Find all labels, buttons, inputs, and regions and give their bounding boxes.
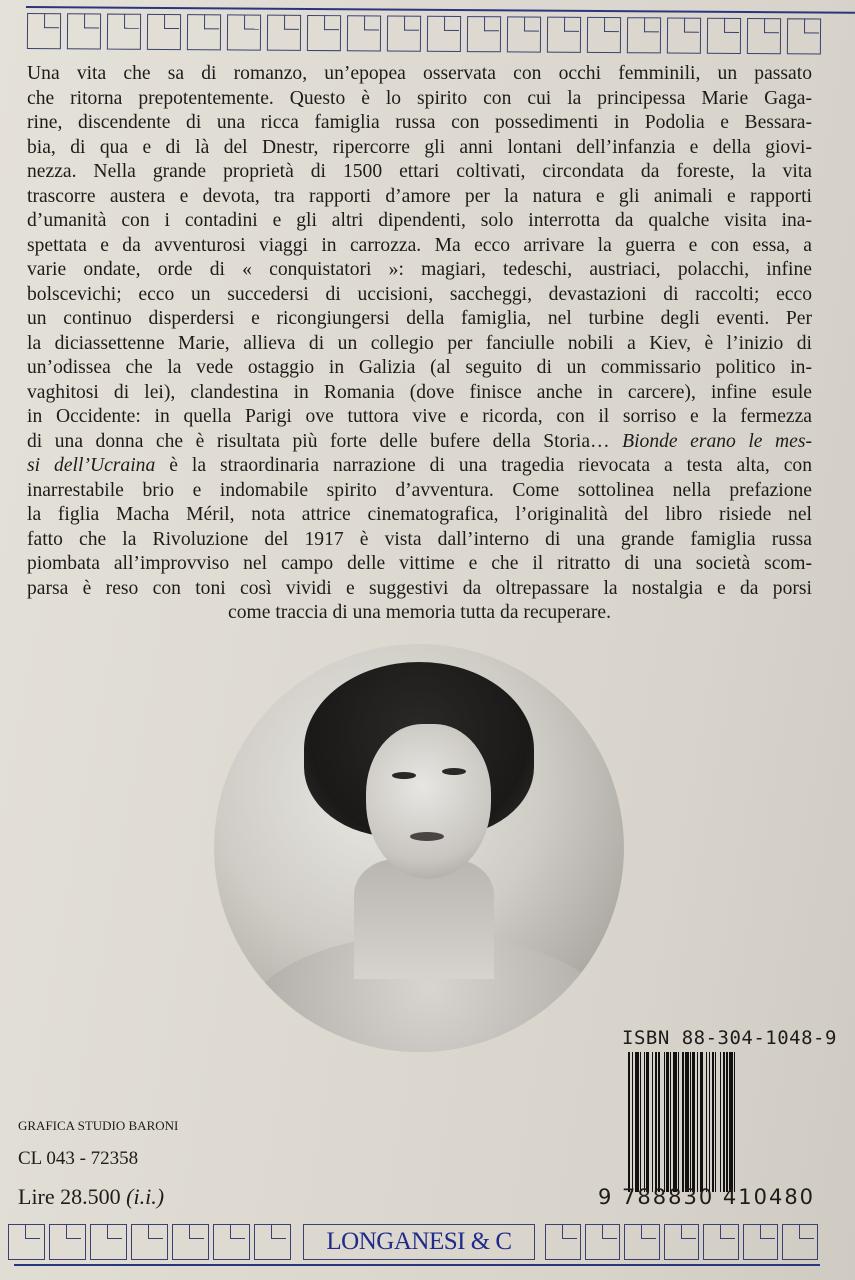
decorative-square	[49, 1224, 86, 1260]
blurb-line: d’umanità con i contadini e gli altri dipendenti, solo interrotta da qualche visita ina-	[27, 210, 812, 231]
isbn-label: ISBN 88-304-1048-9	[622, 1027, 837, 1049]
blurb-line: varie ondate, orde di « conquistatori »: magiari, tedeschi, austriaci, polacchi, infine	[27, 259, 812, 280]
decorative-square	[107, 14, 141, 50]
decorative-square	[585, 1224, 621, 1260]
catalog-code: CL 043 - 72358	[18, 1148, 139, 1169]
blurb-line: la diciassettenne Marie, allieva di un collegio per fanciulle nobili a Kiev, è l’inizio di	[27, 332, 812, 354]
blurb-line: un’odissea che la vede ostaggio in Galizia (al seguito di un commissario politico in-	[27, 357, 812, 378]
price-note: (i.i.)	[126, 1184, 165, 1209]
blurb-line: Una vita che sa di romanzo, un’epopea osservata con occhi femminili, un passato	[27, 63, 812, 84]
top-border-line	[26, 6, 855, 14]
decorative-square	[187, 14, 221, 50]
blurb-line: vaghitosi di lei), clandestina in Romania (dove finisce anche in carcere), infine esule	[27, 381, 812, 403]
blurb-line: fatto che la Rivoluzione del 1917 è vista dall’interno di una grande famiglia russa	[27, 528, 812, 550]
decorative-square	[427, 16, 461, 52]
decorative-square	[8, 1224, 45, 1260]
design-credit: GRAFICA STUDIO BARONI	[18, 1118, 179, 1133]
decorative-square	[172, 1224, 209, 1260]
blurb-line-text: è la straordinaria narrazione di una tragedia rievocata a testa alta, con	[169, 455, 812, 476]
bottom-decorative-border-left	[8, 1224, 291, 1260]
decorative-square	[227, 14, 261, 50]
decorative-square	[743, 1224, 779, 1260]
blurb-line: che ritorna prepotentemente. Questo è lo spirito con cui la principessa Marie Gaga-	[27, 87, 812, 109]
top-decorative-border	[27, 13, 821, 55]
decorative-square	[267, 15, 301, 51]
blurb-line: la figlia Macha Méril, nota attrice cinematografica, l’originalità del libro risiede nel	[27, 504, 812, 525]
blurb-line: spettata e da avventurosi viaggi in carrozza. Ma ecco arrivare la guerra e con essa, a	[27, 234, 812, 256]
blurb-text	[27, 62, 812, 626]
decorative-square	[624, 1224, 660, 1260]
decorative-square	[664, 1224, 700, 1260]
book-title: Bionde erano le mes-	[622, 430, 812, 452]
barcode-digits: 9 788830 410480	[598, 1185, 816, 1209]
decorative-square	[587, 17, 621, 53]
book-title: si dell’Ucraina	[27, 455, 156, 476]
publisher-logo: LONGANESI & C	[303, 1224, 535, 1260]
blurb-line: come traccia di una memoria tutta da recuperare.	[228, 602, 611, 623]
decorative-square	[782, 1224, 818, 1260]
decorative-square	[254, 1224, 291, 1260]
decorative-square	[545, 1224, 581, 1260]
decorative-square	[387, 16, 421, 52]
decorative-square	[547, 17, 581, 53]
barcode-bar	[735, 1052, 737, 1192]
decorative-square	[787, 18, 821, 54]
blurb-line: rine, discendente di una ricca famiglia russa con possedimenti in Podolia e Bessara-	[27, 112, 812, 133]
decorative-square	[147, 14, 181, 50]
decorative-square	[703, 1224, 739, 1260]
decorative-square	[347, 15, 381, 51]
decorative-square	[27, 13, 61, 49]
bottom-decorative-border-right	[545, 1224, 818, 1260]
decorative-square	[507, 16, 541, 52]
blurb-line: bolscevichi; ecco un succedersi di uccisioni, saccheggi, devastazioni di raccolti; ecco	[27, 283, 812, 305]
blurb-line	[27, 430, 812, 455]
decorative-square	[667, 17, 701, 53]
blurb-line: nezza. Nella grande proprietà di 1500 ettari coltivati, circondata da foreste, la vita	[27, 161, 812, 182]
decorative-square	[467, 16, 501, 52]
decorative-square	[707, 18, 741, 54]
blurb-line-text: di una donna che è risultata più forte delle bufere della Storia…	[27, 430, 610, 452]
blurb-line: bia, di qua e di là del Dnestr, ripercorre gli anni lontani dell’infanzia e della giovi-	[27, 136, 812, 158]
decorative-square	[67, 13, 101, 49]
author-portrait	[214, 644, 624, 1052]
blurb-line: piombata all’improvviso nel campo delle vittime e che il ritratto di una società scom-	[27, 553, 812, 574]
bottom-border-line	[14, 1264, 820, 1266]
blurb-line: parsa è reso con toni così vividi e suggestivi da oltrepassare la nostalgia e da porsi	[27, 577, 812, 599]
blurb-line: un continuo disperdersi e ricongiungersi della famiglia, nel turbine degli eventi. Per	[27, 308, 812, 329]
barcode	[628, 1052, 818, 1192]
blurb-line: inarrestabile brio e indomabile spirito d’avventura. Come sottolinea nella prefazione	[27, 479, 812, 501]
decorative-square	[307, 15, 341, 51]
blurb-line	[27, 454, 812, 479]
blurb-line: trascorre austera e devota, tra rapporti d’amore per la natura e gli animali e rapporti	[27, 185, 812, 207]
decorative-square	[90, 1224, 127, 1260]
price-value: Lire 28.500	[18, 1184, 121, 1209]
decorative-square	[131, 1224, 168, 1260]
decorative-square	[213, 1224, 250, 1260]
blurb-line: in Occidente: in quella Parigi ove tuttora vive e ricorda, con il sorriso e la fermezza	[27, 406, 812, 427]
decorative-square	[747, 18, 781, 54]
price	[18, 1184, 164, 1210]
decorative-square	[627, 17, 661, 53]
